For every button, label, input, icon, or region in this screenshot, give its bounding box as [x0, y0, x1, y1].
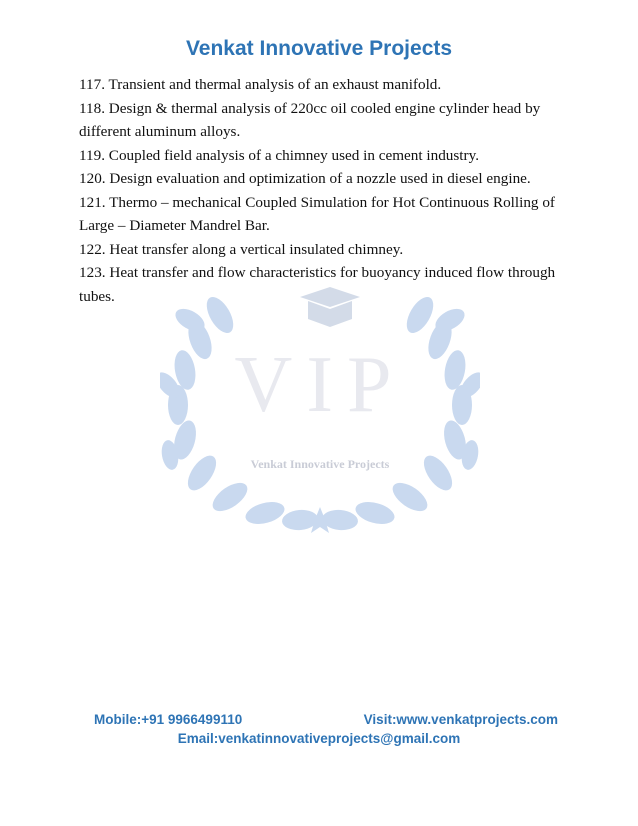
watermark-logo [160, 275, 480, 535]
list-item [79, 261, 563, 308]
list-item [79, 238, 563, 262]
watermark-letters: VIP [234, 341, 406, 429]
list-item [79, 97, 563, 144]
item-text: 119. Coupled field analysis of a chimney used in cement industry. [79, 146, 479, 164]
project-list [79, 73, 563, 308]
item-text: 122. Heat transfer along a vertical insulated chimney. [79, 240, 404, 258]
footer-email-link[interactable]: Email:venkatinnovativeprojects@gmail.com [177, 731, 461, 746]
item-text: 123. Heat transfer and flow characteristics for buoyancy induced flow through [79, 264, 556, 281]
watermark-text: Venkat Innovative Projects [250, 457, 390, 471]
footer-website-link[interactable]: Visit:www.venkatprojects.com [363, 712, 558, 727]
item-text-continued: tubes. [79, 287, 115, 305]
item-text-continued: different aluminum alloys. [79, 123, 241, 140]
list-item [79, 73, 563, 97]
item-text: 117. Transient and thermal analysis of an exhaust manifold. [79, 76, 442, 93]
item-text: 120. Design evaluation and optimization of a nozzle used in diesel engine. [79, 170, 531, 187]
list-item [79, 191, 563, 238]
graduation-laurel-icon [160, 275, 480, 535]
list-item [79, 144, 563, 168]
list-item [79, 167, 563, 191]
item-text: 121. Thermo – mechanical Coupled Simulation for Hot Continuous Rolling of [79, 193, 555, 211]
footer-mobile: Mobile:+91 9966499110 [94, 712, 243, 727]
footer-contact-row [94, 712, 558, 727]
item-text-continued: Large – Diameter Mandrel Bar. [79, 217, 270, 234]
item-text: 118. Design & thermal analysis of 220cc oil cooled engine cylinder head by [79, 99, 541, 117]
page-title: Venkat Innovative Projects [185, 37, 453, 60]
